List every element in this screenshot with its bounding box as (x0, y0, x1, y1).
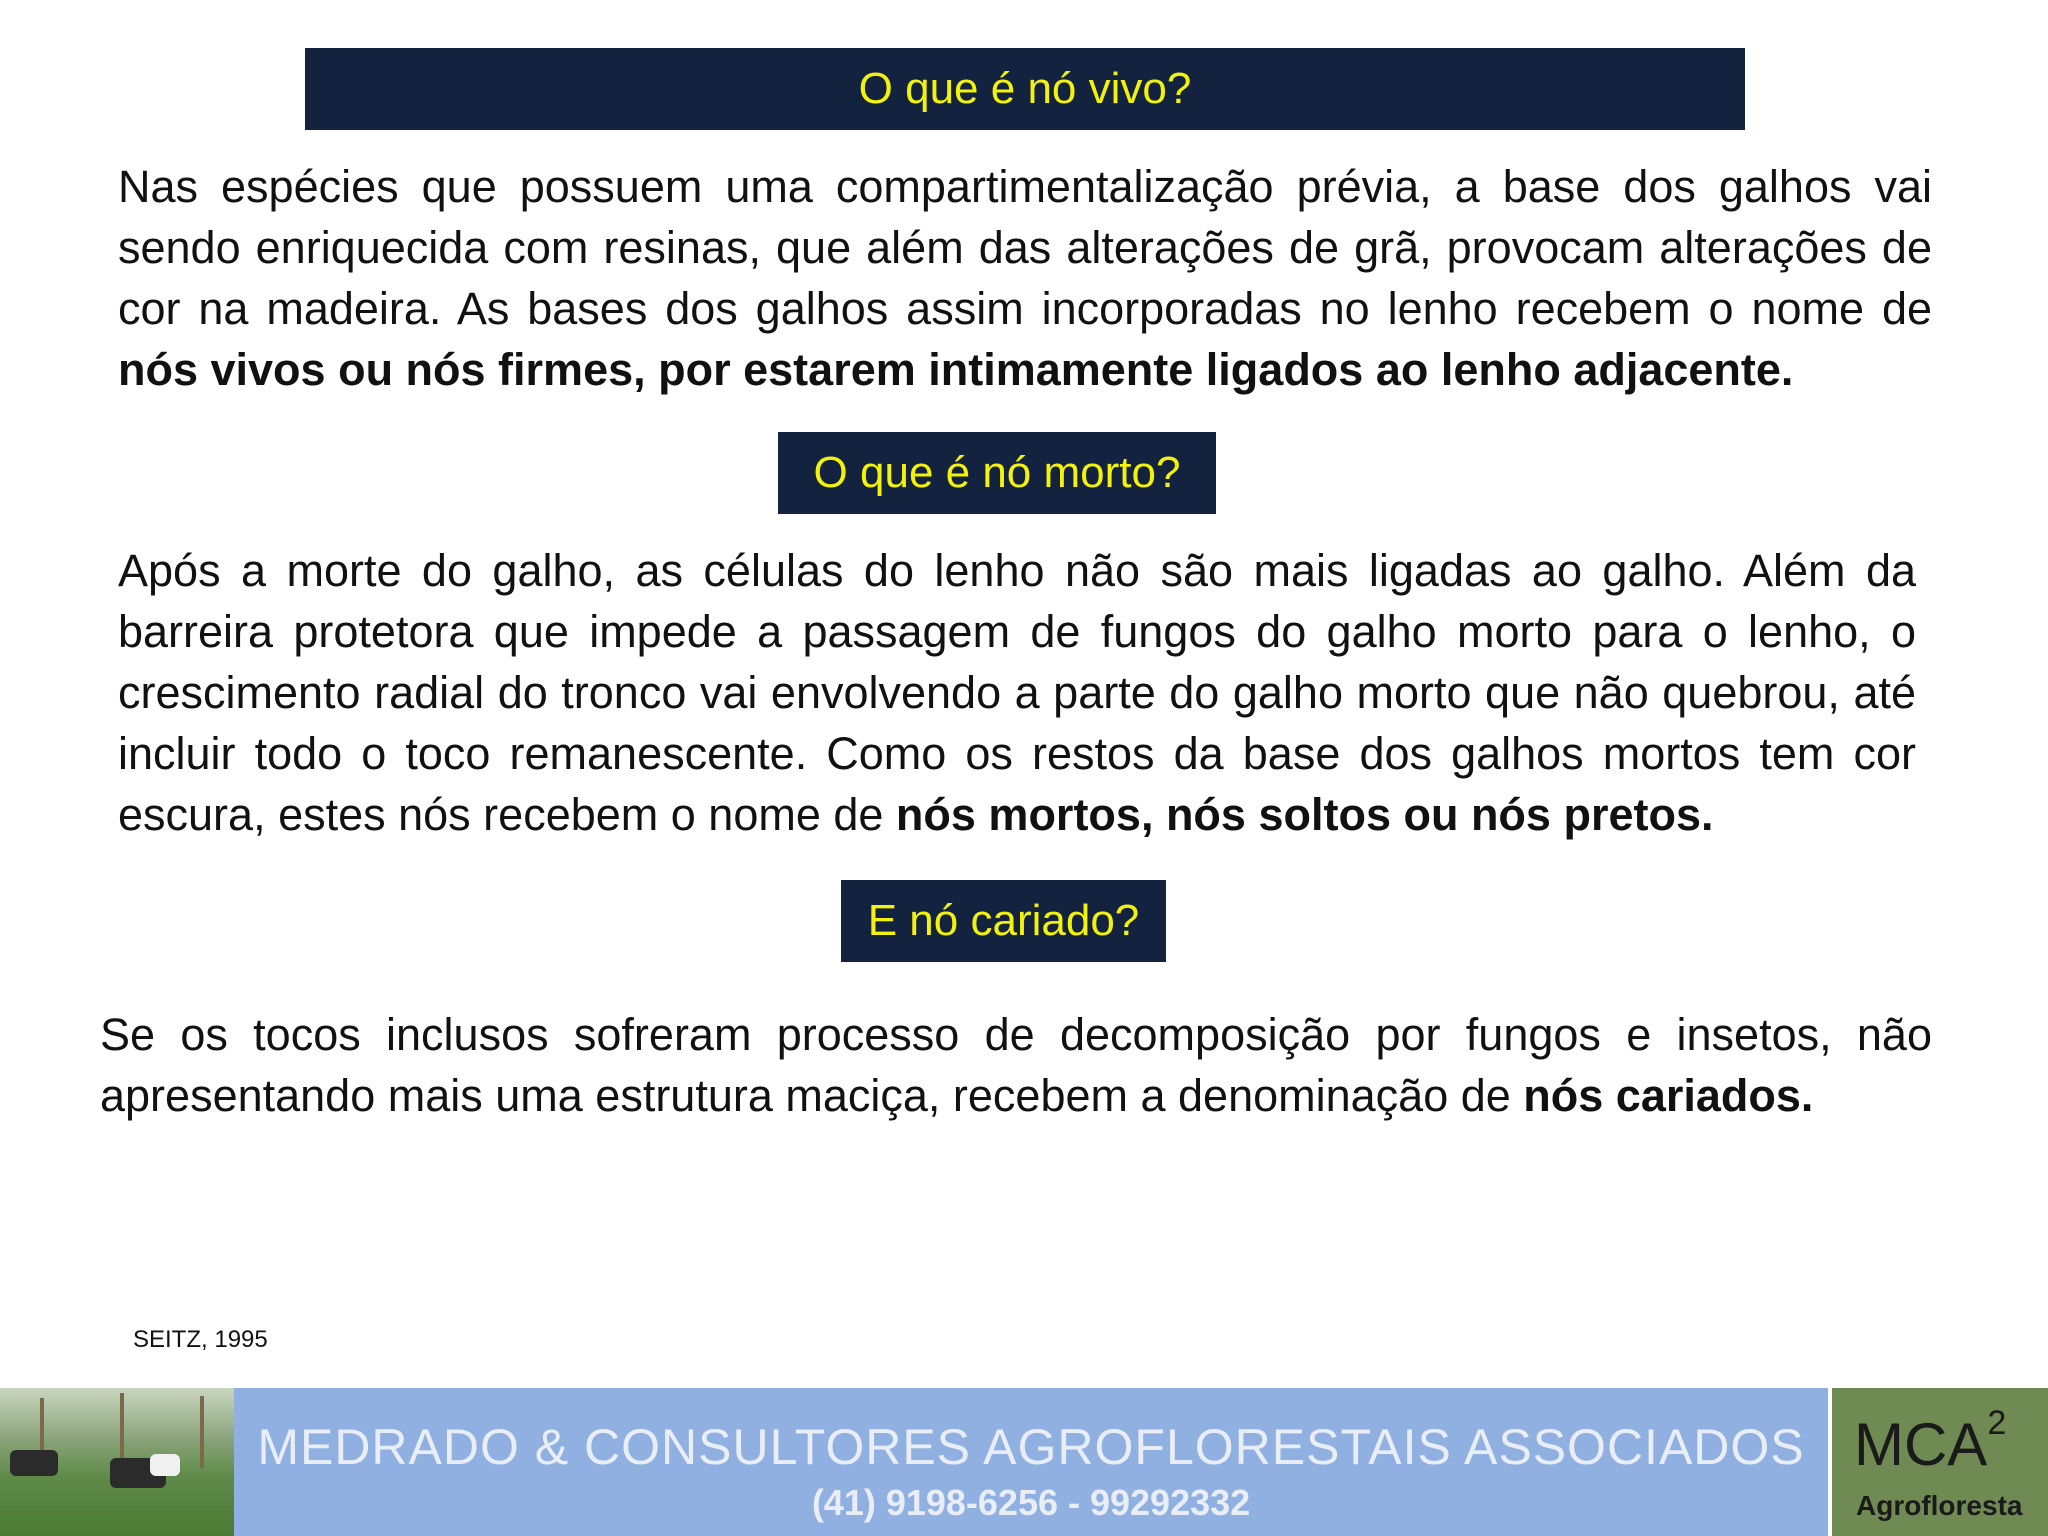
paragraph-text: Se os tocos inclusos sofreram processo de decomposição por fungos e insetos, não apresentando mais uma estrutura maciça, recebem a denominação de (100, 1009, 1932, 1121)
paragraph-no-cariado (100, 1004, 1932, 1126)
logo-subtitle: Agrofloresta (1856, 1490, 2023, 1521)
heading-no-cariado: E nó cariado? (841, 880, 1166, 962)
paragraph-bold-term: nós vivos ou nós firmes, por estarem intimamente ligados ao lenho adjacente. (118, 344, 1794, 395)
company-logo (1828, 1388, 2048, 1536)
paragraph-bold-term: nós mortos, nós soltos ou nós pretos. (895, 789, 1714, 840)
footer-banner (0, 1388, 2048, 1536)
company-phone: (41) 9198-6256 - 99292332 (811, 1482, 1251, 1523)
paragraph-bold-term: nós cariados. (1523, 1070, 1814, 1121)
pasture-photo (0, 1388, 234, 1536)
paragraph-text: Nas espécies que possuem uma compartimentalização prévia, a base dos galhos vai sendo enriquecida com resinas, que além das alterações de grã, provocam alterações de cor na madeira. As bases dos galhos assim incorporadas no lenho recebem o nome de (118, 161, 1932, 334)
paragraph-no-vivo (118, 156, 1932, 400)
paragraph-text: Após a morte do galho, as células do lenho não são mais ligadas ao galho. Além da barreira protetora que impede a passagem de fungos do galho morto para o lenho, o crescimento radial do tronco vai envolvendo a parte do galho morto que não quebrou, até incluir todo o toco remanescente. Como os restos da base dos galhos mortos tem cor escura, estes nós recebem o nome de (118, 545, 1916, 840)
heading-no-morto: O que é nó morto? (778, 432, 1216, 514)
logo-mark: MCA$^2$ (1854, 1404, 2007, 1478)
company-name: MEDRADO & CONSULTORES AGROFLORESTAIS ASSOCIADOS (257, 1419, 1805, 1475)
citation: SEITZ, 1995 (133, 1326, 268, 1353)
company-banner (234, 1388, 1828, 1536)
heading-no-vivo: O que é nó vivo? (305, 48, 1745, 130)
paragraph-no-morto (118, 540, 1916, 845)
